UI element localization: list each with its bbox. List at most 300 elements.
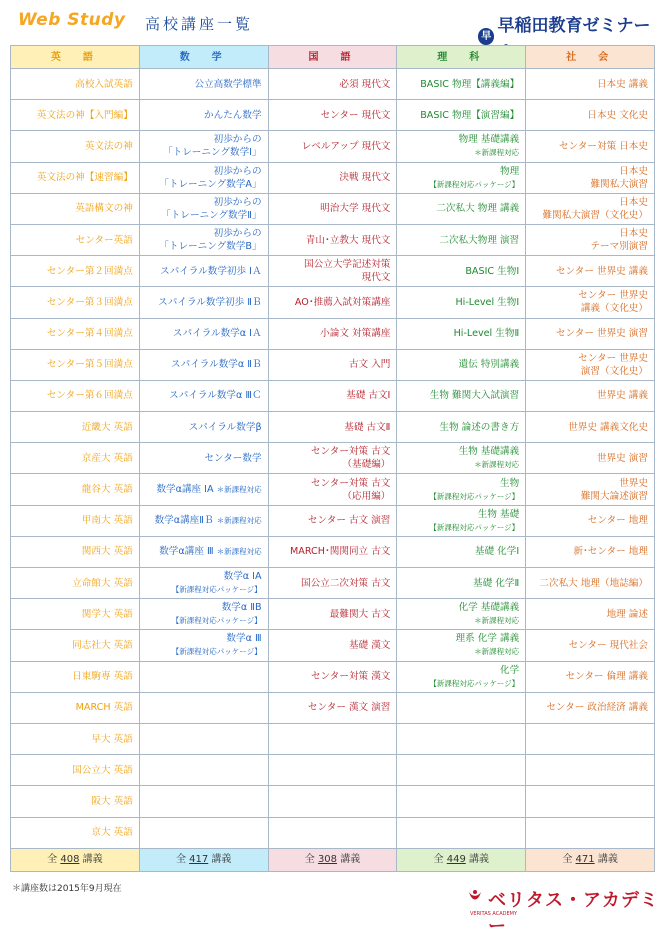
course-cell-math (139, 536, 268, 567)
table-row (11, 100, 655, 131)
course-subtitle: ＊新課程対応 (474, 647, 520, 657)
course-cell-social (526, 349, 655, 380)
course-name: 世界史 講義 (596, 390, 648, 402)
course-cell-japanese (268, 349, 397, 380)
course-subtitle: 【新課程対応パッケージ】 (171, 616, 262, 626)
course-cell-math (139, 443, 268, 474)
table-row (11, 661, 655, 692)
course-cell-science (397, 723, 526, 754)
course-name: 二次私大 物理 講義 (436, 203, 520, 215)
course-name: 数学α講座ⅡＢ (154, 515, 214, 527)
course-cell-science (397, 630, 526, 661)
course-name: 化学 (500, 664, 520, 676)
course-cell-math (139, 162, 268, 193)
course-name: 基礎 化学Ⅱ (473, 577, 520, 589)
table-row (11, 536, 655, 567)
course-cell-math (139, 69, 268, 100)
course-cell-social (526, 100, 655, 131)
course-cell-math (139, 630, 268, 661)
course-cell-math (139, 287, 268, 318)
course-cell-japanese (268, 69, 397, 100)
course-name: センター対策 日本史 (558, 140, 648, 152)
course-cell-english (11, 69, 140, 100)
course-name: BASIC 物理【演習編】 (420, 109, 520, 121)
course-cell-social (526, 69, 655, 100)
total-prefix: 全 (433, 854, 444, 866)
footer-brand-sub: VERITAS ACADEMY (470, 911, 517, 917)
course-name: 初歩からの (213, 196, 262, 208)
course-name: 龍谷大 英語 (81, 484, 133, 496)
course-name: 英文法の神 (84, 140, 133, 152)
course-name: 数学α Ⅲ (226, 633, 262, 645)
course-subtitle: 「トレーニング数学Ⅰ」 (163, 147, 262, 159)
total-count: 408 (60, 854, 80, 866)
course-cell-math (139, 661, 268, 692)
table-row (11, 755, 655, 786)
course-cell-science (397, 256, 526, 287)
total-count: 471 (575, 854, 595, 866)
course-name: 日本史 (619, 196, 648, 208)
course-cell-science (397, 162, 526, 193)
course-name: スパイラル数学初歩 ⅠＡ (160, 265, 262, 277)
course-cell-japanese (268, 786, 397, 817)
table-row (11, 692, 655, 723)
course-cell-science (397, 412, 526, 443)
brand-name: 早稲田教育ゼミナー (497, 16, 651, 36)
total-count: 308 (317, 854, 338, 866)
course-name: 数学α講座 ⅠA (156, 484, 214, 496)
course-subtitle: （応用編） (342, 490, 391, 502)
course-name: 生物 (500, 477, 520, 489)
total-prefix: 全 (562, 854, 573, 866)
course-name: 日本史 講義 (596, 78, 648, 90)
course-cell-japanese (268, 661, 397, 692)
course-subtitle: 「トレーニング数学B」 (159, 241, 262, 253)
total-suffix: 講義 (469, 854, 490, 866)
course-cell-math (139, 723, 268, 754)
course-note: ＊新課程対応 (216, 516, 262, 526)
web-study-logo: Web Study (18, 10, 126, 30)
footnote: ＊講座数は2015年9月現在 (12, 884, 122, 894)
course-cell-science (397, 692, 526, 723)
course-name: 生物 基礎講義 (458, 446, 520, 458)
course-cell-math (139, 224, 268, 255)
course-name: センター対策 古文 (310, 446, 391, 458)
course-cell-japanese (268, 817, 397, 848)
course-cell-math (139, 692, 268, 723)
course-name: センター第３回満点 (46, 296, 133, 308)
total-cell-math (139, 848, 268, 871)
course-cell-social (526, 755, 655, 786)
table-row (11, 474, 655, 505)
course-cell-science (397, 224, 526, 255)
course-subtitle: 【新課程対応パッケージ】 (429, 522, 520, 532)
course-name: 英語構文の神 (75, 203, 133, 215)
course-name: 最難関大 古文 (329, 608, 391, 620)
course-cell-social (526, 131, 655, 162)
course-cell-science (397, 536, 526, 567)
course-name: かんたん数学 (204, 109, 262, 121)
course-cell-social (526, 256, 655, 287)
course-cell-science (397, 69, 526, 100)
course-name: 必須 現代文 (339, 78, 391, 90)
course-name: センター 漢文 演習 (307, 702, 391, 714)
course-name: 日東駒専 英語 (72, 671, 133, 683)
course-cell-science (397, 349, 526, 380)
total-suffix: 講義 (82, 854, 103, 866)
table-row (11, 568, 655, 599)
course-cell-math (139, 318, 268, 349)
table-row (11, 287, 655, 318)
course-name: 基礎 漢文 (348, 639, 391, 651)
course-name: 生物 基礎 (477, 508, 520, 520)
course-subtitle: 【新課程対応パッケージ】 (171, 647, 262, 657)
course-cell-social (526, 224, 655, 255)
course-subtitle: 「トレーニング数学A」 (159, 178, 262, 190)
page-header (0, 0, 662, 44)
table-row (11, 69, 655, 100)
course-name: 世界史 (619, 477, 648, 489)
course-name: 初歩からの (213, 134, 262, 146)
course-subtitle: ＊新課程対応 (474, 616, 520, 626)
course-cell-english (11, 568, 140, 599)
course-cell-science (397, 505, 526, 536)
course-name: 古文 入門 (348, 359, 391, 371)
course-cell-social (526, 817, 655, 848)
course-cell-math (139, 380, 268, 411)
table-row (11, 443, 655, 474)
course-subtitle: 難関私大演習（文化史） (542, 209, 648, 221)
course-cell-japanese (268, 100, 397, 131)
course-cell-science (397, 599, 526, 630)
course-cell-japanese (268, 723, 397, 754)
course-table (10, 45, 655, 872)
course-name: センター 倫理 講義 (565, 671, 648, 683)
column-header-english: 英 語 (11, 46, 140, 69)
course-name: センター対策 古文 (310, 477, 391, 489)
course-cell-social (526, 568, 655, 599)
course-cell-social (526, 443, 655, 474)
course-cell-math (139, 474, 268, 505)
course-name: 物理 基礎講義 (458, 134, 520, 146)
brand-mark-icon: 早 (478, 28, 494, 45)
total-count: 417 (189, 854, 209, 866)
course-cell-english (11, 318, 140, 349)
course-cell-math (139, 193, 268, 224)
table-row (11, 224, 655, 255)
course-name: 京大 英語 (91, 827, 133, 839)
course-cell-english (11, 630, 140, 661)
course-cell-japanese (268, 193, 397, 224)
course-cell-math (139, 100, 268, 131)
total-cell-english (11, 848, 140, 871)
course-note: ＊新課程対応 (216, 485, 262, 495)
course-cell-science (397, 474, 526, 505)
course-cell-math (139, 412, 268, 443)
course-name: 立命館大 英語 (72, 577, 133, 589)
table-row (11, 162, 655, 193)
course-cell-english (11, 661, 140, 692)
course-cell-japanese (268, 256, 397, 287)
course-cell-social (526, 318, 655, 349)
table-row (11, 349, 655, 380)
course-name: 初歩からの (213, 165, 262, 177)
total-cell-social (526, 848, 655, 871)
course-cell-social (526, 162, 655, 193)
course-cell-japanese (268, 224, 397, 255)
course-name: 英文法の神【入門編】 (36, 109, 133, 121)
course-cell-social (526, 193, 655, 224)
course-name: 日本史 文化史 (587, 109, 648, 121)
course-subtitle: 難関私大演習 (590, 178, 648, 190)
course-name: AO･推薦入試対策講座 (294, 296, 391, 308)
course-cell-science (397, 568, 526, 599)
course-name: スパイラル数学α ⅡＢ (171, 359, 262, 371)
column-header-japanese: 国 語 (268, 46, 397, 69)
course-cell-english (11, 723, 140, 754)
course-name: 基礎 化学Ⅰ (474, 546, 520, 558)
course-cell-social (526, 287, 655, 318)
course-name: 数学α ⅠA (223, 571, 262, 583)
course-name: センター 地理 (587, 515, 648, 527)
total-suffix: 講義 (340, 854, 361, 866)
course-subtitle: 講義（文化史） (580, 303, 648, 315)
course-cell-japanese (268, 474, 397, 505)
course-name: スパイラル数学α ⅠＡ (172, 328, 262, 340)
header-row (11, 46, 655, 69)
total-count: 449 (446, 854, 466, 866)
course-cell-science (397, 287, 526, 318)
course-cell-english (11, 817, 140, 848)
table-row (11, 786, 655, 817)
course-cell-english (11, 162, 140, 193)
course-name: 英文法の神【速習編】 (36, 172, 133, 184)
course-name: 遺伝 特別講義 (458, 359, 520, 371)
course-subtitle: 「トレーニング数学Ⅱ」 (161, 209, 262, 221)
course-cell-japanese (268, 318, 397, 349)
course-cell-math (139, 505, 268, 536)
course-name: 数学α ⅡB (221, 602, 262, 614)
total-suffix: 講義 (211, 854, 232, 866)
course-cell-science (397, 817, 526, 848)
course-cell-japanese (268, 536, 397, 567)
course-name: 世界史 講義文化史 (568, 421, 648, 433)
table-row (11, 630, 655, 661)
course-name: 初歩からの (213, 228, 262, 240)
course-cell-social (526, 661, 655, 692)
course-cell-science (397, 786, 526, 817)
course-cell-math (139, 256, 268, 287)
course-name: 日本史 (619, 165, 648, 177)
course-cell-science (397, 193, 526, 224)
course-name: 高校入試英語 (75, 78, 133, 90)
course-cell-science (397, 755, 526, 786)
table-row (11, 723, 655, 754)
column-header-math: 数 学 (139, 46, 268, 69)
course-name: 同志社大 英語 (72, 639, 133, 651)
course-name: センター英語 (75, 234, 133, 246)
course-name: 関西大 英語 (81, 546, 133, 558)
course-cell-english (11, 100, 140, 131)
course-name: 青山･立教大 現代文 (305, 234, 391, 246)
course-cell-japanese (268, 599, 397, 630)
course-subtitle: 演習（文化史） (580, 365, 648, 377)
course-name: センター 世界史 演習 (555, 328, 648, 340)
course-name: 物理 (500, 165, 520, 177)
course-cell-math (139, 817, 268, 848)
course-cell-japanese (268, 568, 397, 599)
course-name: 新･センター 地理 (573, 546, 648, 558)
course-cell-social (526, 692, 655, 723)
course-name: Hi-Level 生物Ⅰ (455, 296, 520, 308)
total-prefix: 全 (47, 854, 58, 866)
course-name: 国公立大学記述対策 (304, 259, 391, 271)
course-name: スパイラル数学初歩 ⅡＢ (158, 296, 262, 308)
table-row (11, 817, 655, 848)
course-name: 明治大学 現代文 (320, 203, 391, 215)
course-subtitle: 【新課程対応パッケージ】 (429, 678, 520, 688)
course-name: センター 現代社会 (568, 639, 648, 651)
course-name: センター第５回満点 (46, 359, 133, 371)
course-subtitle: テーマ別演習 (590, 241, 648, 253)
course-subtitle: 【新課程対応パッケージ】 (429, 179, 520, 189)
course-name: 化学 基礎講義 (458, 602, 520, 614)
course-cell-english (11, 256, 140, 287)
course-cell-social (526, 599, 655, 630)
course-cell-math (139, 599, 268, 630)
course-name: 基礎 古文Ⅰ (346, 390, 391, 402)
course-cell-english (11, 224, 140, 255)
course-cell-english (11, 599, 140, 630)
course-name: BASIC 生物Ⅰ (465, 265, 520, 277)
course-name: 生物 論述の書き方 (439, 421, 520, 433)
course-cell-english (11, 131, 140, 162)
course-name: 決戦 現代文 (339, 172, 391, 184)
table-row (11, 505, 655, 536)
course-cell-japanese (268, 505, 397, 536)
table-row (11, 193, 655, 224)
course-name: 理系 化学 講義 (455, 633, 520, 645)
course-cell-social (526, 380, 655, 411)
course-cell-english (11, 692, 140, 723)
course-name: センター第２回満点 (46, 265, 133, 277)
course-name: センター第４回満点 (46, 328, 133, 340)
course-cell-science (397, 661, 526, 692)
course-cell-japanese (268, 630, 397, 661)
course-name: 地理 論述 (606, 608, 648, 620)
course-name: スパイラル数学β (188, 421, 262, 433)
course-name: MARCH･関関同立 古文 (290, 546, 391, 558)
course-subtitle: 現代文 (361, 272, 391, 284)
course-note: ＊新課程対応 (216, 547, 262, 557)
course-cell-social (526, 474, 655, 505)
course-subtitle: 難関大論述演習 (580, 490, 648, 502)
course-cell-japanese (268, 287, 397, 318)
course-name: センター 政治経済 講義 (546, 702, 648, 714)
course-cell-japanese (268, 692, 397, 723)
course-cell-english (11, 536, 140, 567)
course-name: 京産大 英語 (81, 452, 133, 464)
table-row (11, 318, 655, 349)
course-name: 数学α講座 Ⅲ (159, 546, 214, 558)
veritas-mark-icon (466, 888, 484, 906)
total-suffix: 講義 (597, 854, 618, 866)
course-cell-social (526, 536, 655, 567)
course-name: 二次私大物理 演習 (439, 234, 520, 246)
column-header-social: 社 会 (526, 46, 655, 69)
course-cell-english (11, 786, 140, 817)
course-cell-english (11, 755, 140, 786)
course-name: センター 世界史 (578, 352, 648, 364)
course-name: 国公立二次対策 古文 (300, 577, 391, 589)
course-cell-english (11, 193, 140, 224)
course-cell-math (139, 349, 268, 380)
column-header-science: 理 科 (397, 46, 526, 69)
course-cell-science (397, 380, 526, 411)
table-row (11, 599, 655, 630)
course-cell-english (11, 505, 140, 536)
course-cell-english (11, 349, 140, 380)
course-name: センター対策 漢文 (310, 671, 391, 683)
course-name: 近畿大 英語 (81, 421, 133, 433)
course-name: 関学大 英語 (81, 608, 133, 620)
course-subtitle: ＊新課程対応 (474, 148, 520, 158)
course-cell-english (11, 287, 140, 318)
course-name: レベルアップ 現代文 (301, 140, 391, 152)
table-row (11, 412, 655, 443)
course-cell-japanese (268, 412, 397, 443)
course-name: センター 古文 演習 (307, 515, 391, 527)
course-name: センター 世界史 講義 (555, 265, 648, 277)
course-name: 阪大 英語 (91, 795, 133, 807)
course-name: 基礎 古文Ⅱ (344, 421, 391, 433)
course-name: スパイラル数学α ⅢＣ (169, 390, 262, 402)
table-row (11, 380, 655, 411)
course-name: 二次私大 地理（地誌編） (539, 577, 648, 589)
course-name: センター数学 (204, 452, 262, 464)
course-cell-japanese (268, 131, 397, 162)
page-title: 高校講座一覧 (145, 15, 254, 33)
course-cell-math (139, 131, 268, 162)
course-cell-english (11, 412, 140, 443)
course-name: センター第６回満点 (46, 390, 133, 402)
course-name: Hi-Level 生物Ⅱ (453, 328, 520, 340)
course-name: センター 世界史 (578, 290, 648, 302)
course-cell-social (526, 786, 655, 817)
course-name: センター 現代文 (320, 109, 391, 121)
course-name: 甲南大 英語 (81, 515, 133, 527)
course-name: 小論文 対策講座 (320, 328, 391, 340)
course-cell-math (139, 568, 268, 599)
course-cell-math (139, 755, 268, 786)
total-prefix: 全 (304, 854, 315, 866)
course-cell-math (139, 786, 268, 817)
course-cell-social (526, 630, 655, 661)
course-name: 世界史 演習 (596, 452, 648, 464)
course-name: 公立高数学標準 (194, 78, 262, 90)
course-cell-social (526, 412, 655, 443)
course-name: 国公立大 英語 (72, 764, 133, 776)
total-cell-science (397, 848, 526, 871)
course-cell-japanese (268, 755, 397, 786)
course-cell-english (11, 474, 140, 505)
course-subtitle: 【新課程対応パッケージ】 (171, 585, 262, 595)
table-row (11, 256, 655, 287)
table-row (11, 131, 655, 162)
course-cell-english (11, 380, 140, 411)
course-name: 日本史 (619, 228, 648, 240)
footer-brand: ベリタス・アカデミー (488, 890, 659, 937)
